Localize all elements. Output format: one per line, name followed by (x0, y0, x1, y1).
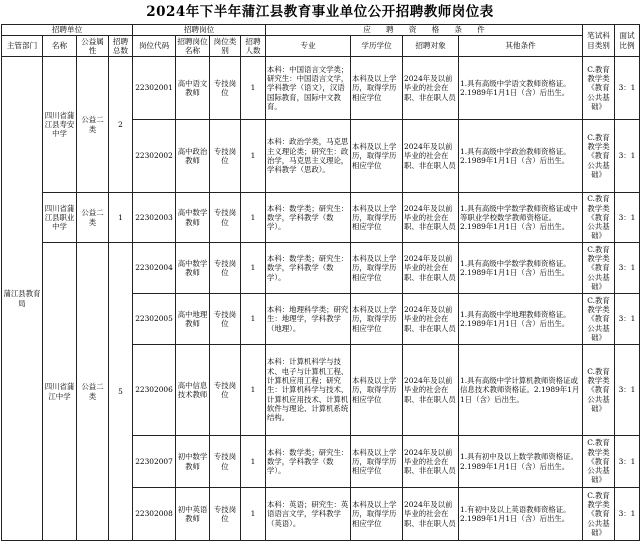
major-cell: 本科：数学类；研究生：数学，学科教学（数学）。 (266, 193, 351, 243)
ratio-cell: 3：1 (615, 243, 640, 294)
other-cell: 1.具有初中及以上数学教师资格证。2.1989年1月1日（含）后出生。 (459, 436, 583, 488)
header-dept: 主管部门 (2, 36, 43, 57)
post-name-cell: 高中地理教师 (176, 294, 210, 345)
exam-cell: C.教育教学类《教育公共基础》 (583, 488, 615, 541)
post-name-cell: 高中数学教师 (176, 193, 210, 243)
edu-cell: 本科及以上学历，取得学历相应学位 (351, 120, 403, 193)
post-type-cell: 专技岗位 (210, 294, 241, 345)
table-row (2, 243, 640, 294)
header-row-1 (2, 25, 640, 36)
post-count-cell: 1 (241, 243, 266, 294)
post-name-cell: 初中英语教师 (176, 488, 210, 541)
major-cell: 本科：英语；研究生：英语语言文学，学科教学（英语）。 (266, 488, 351, 541)
ratio-cell: 3：1 (615, 294, 640, 345)
ratio-cell: 3：1 (615, 488, 640, 541)
recruitment-table (1, 24, 640, 541)
edu-cell: 本科及以上学历，取得学历相应学位 (351, 294, 403, 345)
exam-cell: C.教育教学类《教育公共基础》 (583, 193, 615, 243)
unit-total-cell: 2 (109, 57, 133, 193)
header-target: 招聘对象 (403, 36, 459, 57)
post-count-cell: 1 (241, 345, 266, 436)
post-code-cell: 22302004 (133, 243, 176, 294)
unit-nature-cell: 公益二类 (77, 243, 109, 541)
post-type-cell: 专技岗位 (210, 436, 241, 488)
header-other: 其他条件 (459, 36, 583, 57)
major-cell: 本科：数学类；研究生：数学，学科教学（数学）。 (266, 436, 351, 488)
post-code-cell: 22302001 (133, 57, 176, 120)
major-cell: 本科：政治学类，马克思主义理论类；研究生：政治学，马克思主义理论，学科教学（思政）。 (266, 120, 351, 193)
header-post-type: 岗位类别 (210, 36, 241, 57)
target-cell: 2024年及以前毕业的社会在职、非在职人员 (403, 294, 459, 345)
major-cell: 本科：地理科学类；研究生：地理学，学科教学（地理）。 (266, 294, 351, 345)
header-unit-group: 招聘单位 (2, 25, 133, 36)
target-cell: 2024年及以前毕业的社会在职、非在职人员 (403, 120, 459, 193)
table-row (2, 57, 640, 120)
other-cell: 1.有初中及以上英语教师资格证。2.1989年1月1日（含）后出生。 (459, 488, 583, 541)
unit-nature-cell: 公益二类 (77, 57, 109, 193)
header-row-2 (2, 36, 640, 57)
post-name-cell: 高中信息技术教师 (176, 345, 210, 436)
post-count-cell: 1 (241, 436, 266, 488)
unit-name-cell: 四川省蒲江县职业中学 (43, 193, 77, 243)
post-name-cell: 高中数学教师 (176, 243, 210, 294)
exam-cell: C.教育教学类《教育公共基础》 (583, 57, 615, 120)
edu-cell: 本科及以上学历，取得学历相应学位 (351, 488, 403, 541)
header-major: 专业 (266, 36, 351, 57)
ratio-cell: 3：1 (615, 57, 640, 120)
post-type-cell: 专技岗位 (210, 488, 241, 541)
header-exam: 笔试科目类别 (583, 25, 615, 57)
exam-cell: C.教育教学类《教育公共基础》 (583, 436, 615, 488)
header-ratio: 面试比例 (615, 25, 640, 57)
other-cell: 1.具有高级中学语文教师资格证。2.1989年1月1日（含）后出生。 (459, 57, 583, 120)
table-row (2, 193, 640, 243)
post-name-cell: 初中数学教师 (176, 436, 210, 488)
dept-cell: 蒲江县教育局 (2, 57, 43, 541)
target-cell: 2024年及以前毕业的社会在职、非在职人员 (403, 57, 459, 120)
post-name-cell: 高中语文教师 (176, 57, 210, 120)
target-cell: 2024年及以前毕业的社会在职、非在职人员 (403, 488, 459, 541)
post-name-cell: 高中政治教师 (176, 120, 210, 193)
post-count-cell: 1 (241, 193, 266, 243)
ratio-cell: 3：1 (615, 436, 640, 488)
post-code-cell: 22302002 (133, 120, 176, 193)
target-cell: 2024年及以前毕业的社会在职、非在职人员 (403, 243, 459, 294)
unit-total-cell: 1 (109, 193, 133, 243)
ratio-cell: 3：1 (615, 345, 640, 436)
post-code-cell: 22302005 (133, 294, 176, 345)
post-code-cell: 22302003 (133, 193, 176, 243)
edu-cell: 本科及以上学历，取得学历相应学位 (351, 345, 403, 436)
post-code-cell: 22302007 (133, 436, 176, 488)
header-condition-group: 应 聘 资 格 条 件 (266, 25, 583, 36)
header-post-group: 招聘岗位 (133, 25, 266, 36)
header-count: 招聘人数 (241, 36, 266, 57)
edu-cell: 本科及以上学历，取得学历相应学位 (351, 57, 403, 120)
exam-cell: C.教育教学类《教育公共基础》 (583, 345, 615, 436)
edu-cell: 本科及以上学历，取得学历相应学位 (351, 436, 403, 488)
post-type-cell: 专技岗位 (210, 243, 241, 294)
post-type-cell: 专技岗位 (210, 120, 241, 193)
major-cell: 本科：数学类；研究生：数学，学科教学（数学）。 (266, 243, 351, 294)
unit-name-cell: 四川省蒲江中学 (43, 243, 77, 541)
major-cell: 本科：中国语言文学类；研究生：中国语言文学，学科教学（语文），汉语国际教育，国际中文教育。 (266, 57, 351, 120)
post-count-cell: 1 (241, 294, 266, 345)
header-code: 岗位代码 (133, 36, 176, 57)
post-count-cell: 1 (241, 57, 266, 120)
post-type-cell: 专技岗位 (210, 193, 241, 243)
other-cell: 1.具有高级中学计算机教师资格证或信息技术教师资格证。2.1989年1月1日（含）后出生。 (459, 345, 583, 436)
target-cell: 2024年及以前毕业的社会在职、非在职人员 (403, 436, 459, 488)
post-code-cell: 22302006 (133, 345, 176, 436)
unit-nature-cell: 公益二类 (77, 193, 109, 243)
post-type-cell: 专技岗位 (210, 345, 241, 436)
exam-cell: C.教育教学类《教育公共基础》 (583, 120, 615, 193)
other-cell: 1.具有高级中学数学教师资格证或中等职业学校数学教师资格证。2.1989年1月1日（含）后出生。 (459, 193, 583, 243)
header-total: 招聘总数 (109, 36, 133, 57)
post-code-cell: 22302008 (133, 488, 176, 541)
ratio-cell: 3：1 (615, 120, 640, 193)
other-cell: 1.具有高级中学地理教师资格证。2.1989年1月1日（含）后出生。 (459, 294, 583, 345)
header-edu: 学历学位 (351, 36, 403, 57)
target-cell: 2024年及以前毕业的社会在职、非在职人员 (403, 193, 459, 243)
major-cell: 本科：计算机科学与技术、电子与计算机工程、计算机应用工程；研究生：计算机科学与技术、计算机应用技术、计算机软件与理论、计算机系统结构。 (266, 345, 351, 436)
post-type-cell: 专技岗位 (210, 57, 241, 120)
exam-cell: C.教育教学类《教育公共基础》 (583, 243, 615, 294)
unit-total-cell: 5 (109, 243, 133, 541)
ratio-cell: 3：1 (615, 193, 640, 243)
unit-name-cell: 四川省蒲江县寿安中学 (43, 57, 77, 193)
post-count-cell: 1 (241, 488, 266, 541)
exam-cell: C.教育教学类《教育公共基础》 (583, 294, 615, 345)
header-nature: 公益属性 (77, 36, 109, 57)
target-cell: 2024年及以前毕业的社会在职、非在职人员 (403, 345, 459, 436)
edu-cell: 本科及以上学历，取得学历相应学位 (351, 243, 403, 294)
document-title: 2024年下半年蒲江县教育事业单位公开招聘教师岗位表 (146, 4, 494, 20)
edu-cell: 本科及以上学历，取得学历相应学位 (351, 193, 403, 243)
post-count-cell: 1 (241, 120, 266, 193)
other-cell: 1.具有高级中学政治教师资格证。2.1989年1月1日（含）后出生。 (459, 120, 583, 193)
other-cell: 1.具有高级中学数学教师资格证。2.1989年1月1日（含）后出生。 (459, 243, 583, 294)
header-name: 名称 (43, 36, 77, 57)
header-post-name: 招聘岗位名称 (177, 36, 208, 55)
